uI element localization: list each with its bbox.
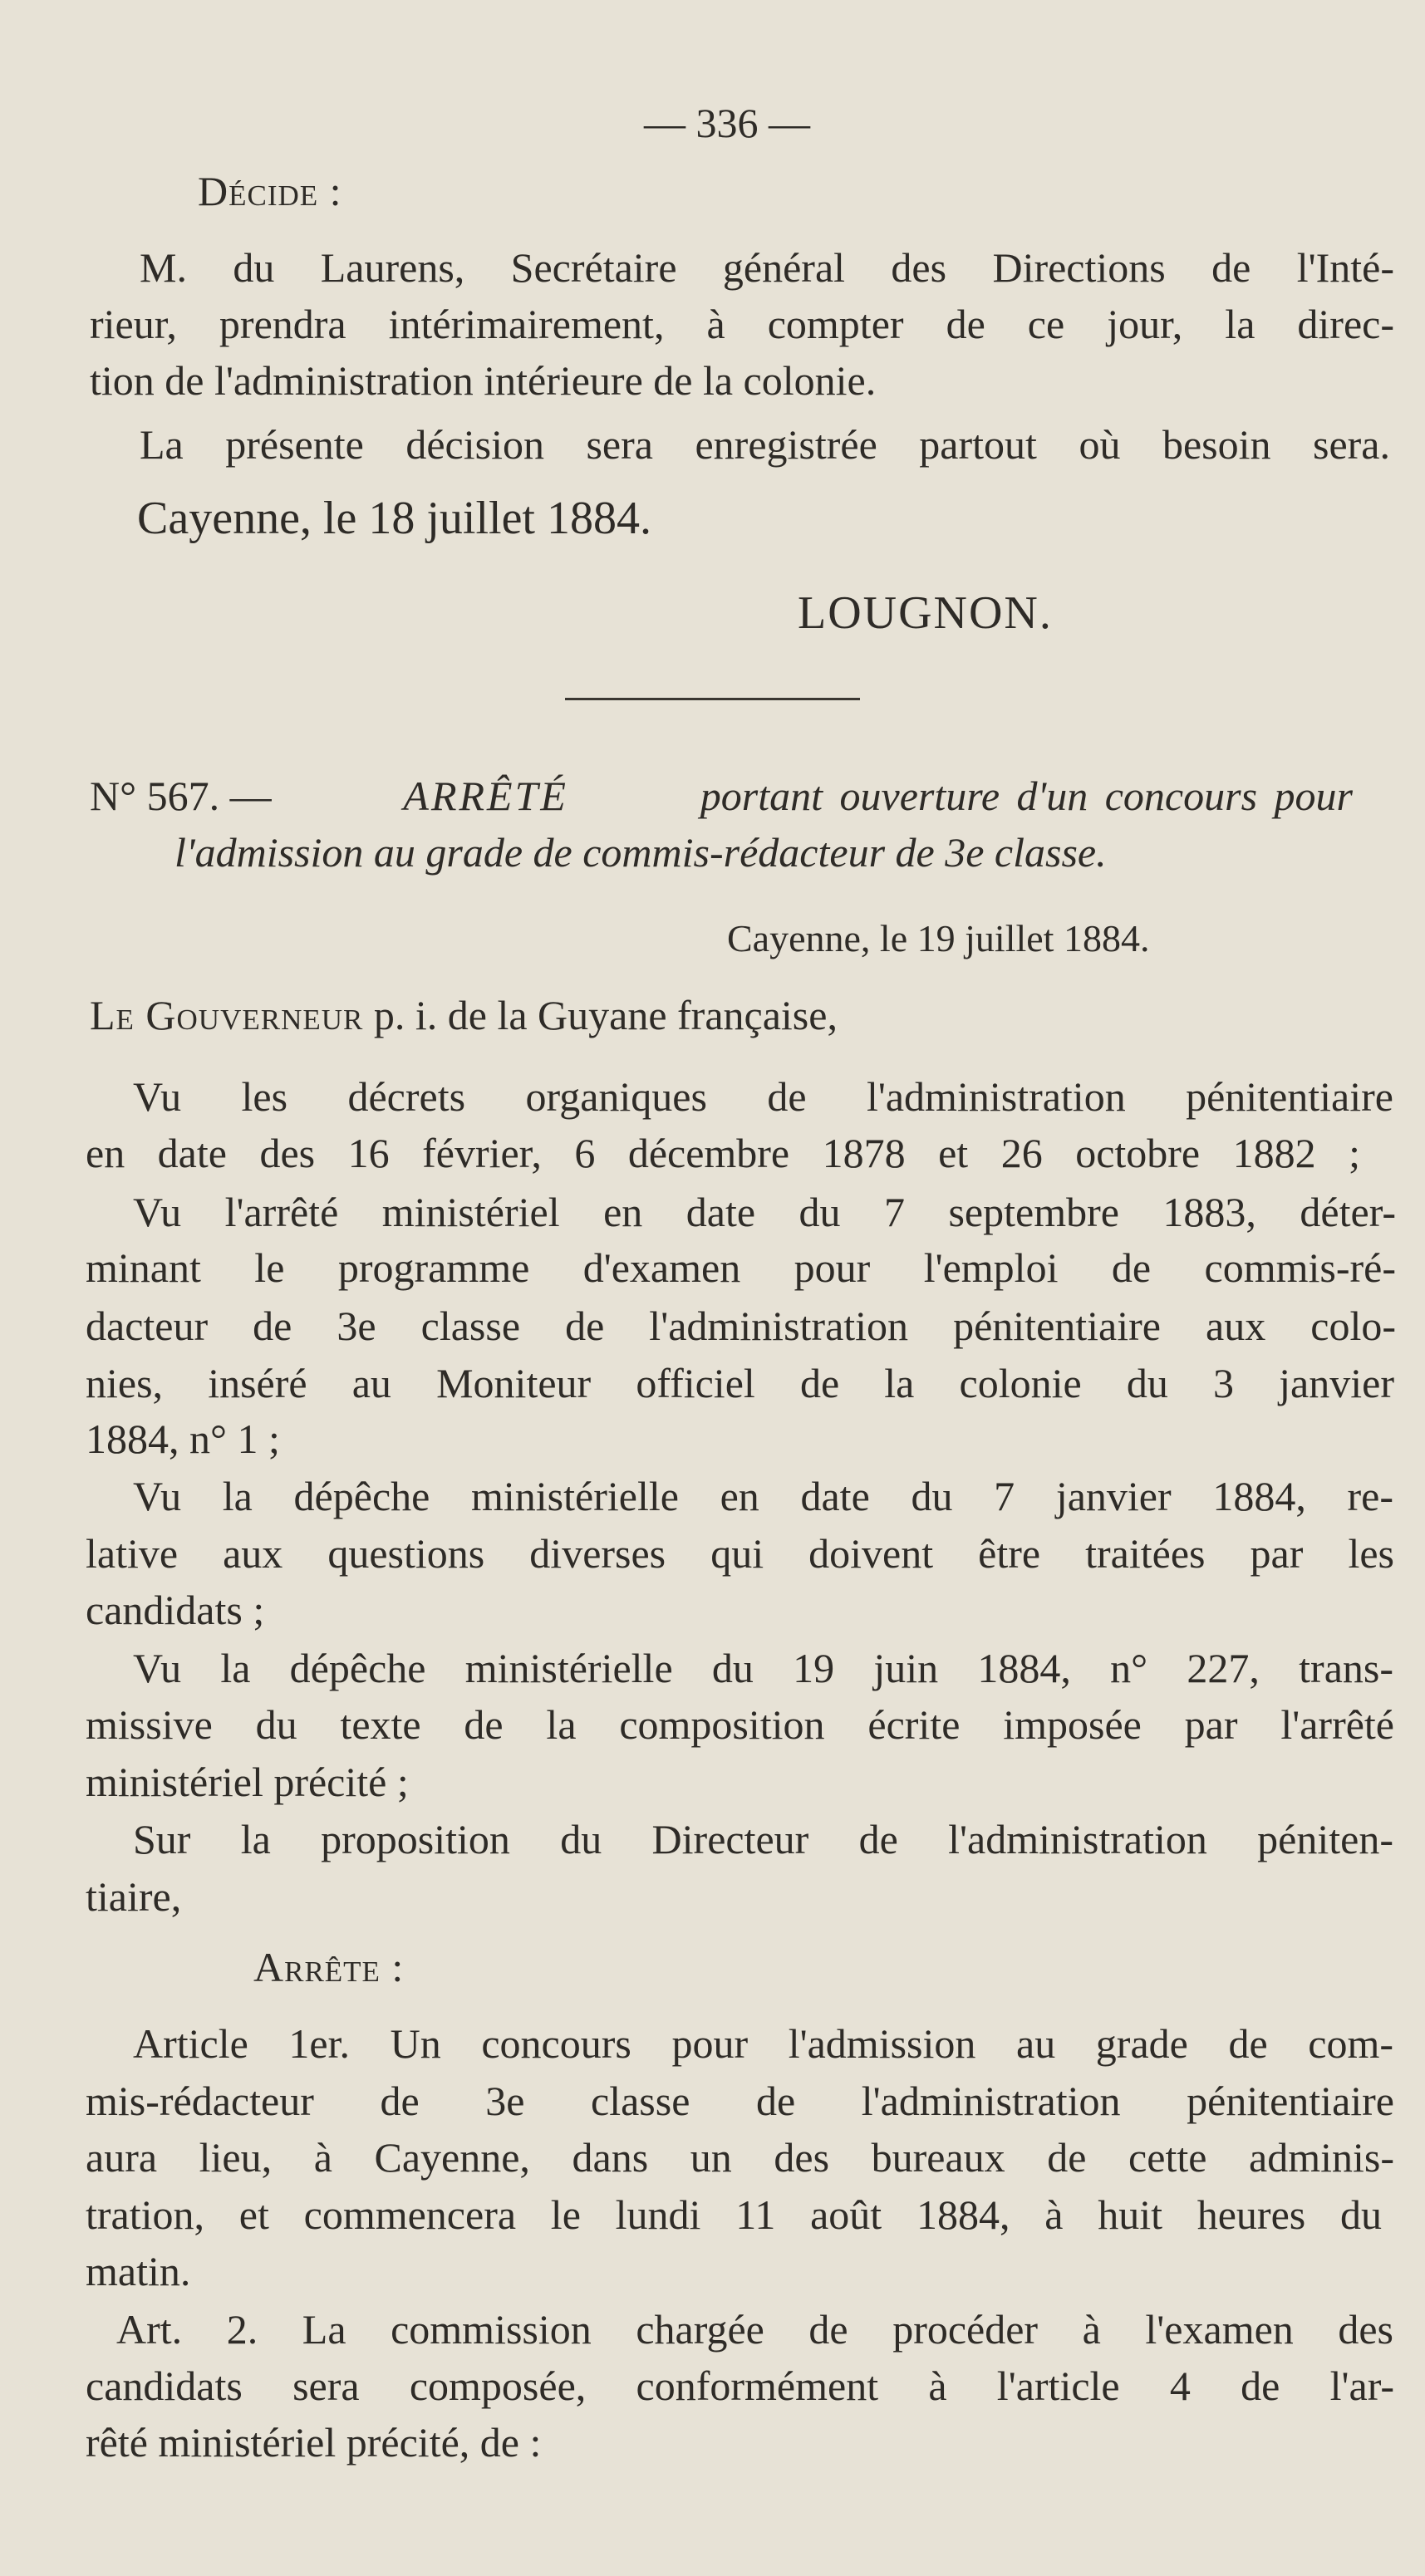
- decide-line-3: tion de l'administration intérieure de la colonie.: [90, 357, 877, 404]
- gouverneur-line: [90, 990, 838, 1040]
- decide-date: Cayenne, le 18 juillet 1884.: [137, 493, 651, 544]
- arrete-title-line-1: [90, 771, 1353, 821]
- arrete-date: Cayenne, le 19 juillet 1884.: [727, 917, 1150, 959]
- decide-line-1: M. du Laurens, Secrétaire général des Directions de l'Inté-: [140, 244, 1394, 291]
- article-line-2: mis-rédacteur de 3e classe de l'administration pénitentiaire: [86, 2078, 1394, 2124]
- decide-line-2: rieur, prendra intérimairement, à compter de ce jour, la direc-: [90, 301, 1394, 347]
- vu-line-1: Vu les décrets organiques de l'administration pénitentiaire: [133, 1073, 1393, 1120]
- arrete-title-line-2: l'admission au grade de commis-rédacteur de 3e classe.: [174, 829, 1107, 876]
- article-line-5: matin.: [86, 2248, 191, 2294]
- decide-line-4: La présente décision sera enregistrée partout où besoin sera.: [140, 421, 1390, 468]
- article-line-6: Art. 2. La commission chargée de procéder à l'examen des: [116, 2306, 1393, 2353]
- gouverneur-label: Le Gouverneur: [90, 992, 364, 1038]
- article-line-4: tration, et commencera le lundi 11 août 1884, à huit heures du: [86, 2191, 1382, 2238]
- vu-line-5: dacteur de 3e classe de l'administration pénitentiaire aux colo-: [86, 1303, 1396, 1349]
- arrete-title-rest: portant ouverture d'un concours pour: [700, 773, 1353, 819]
- vu-line-4: minant le programme d'examen pour l'emploi de commis-ré-: [86, 1244, 1396, 1291]
- signature: LOUGNON.: [798, 587, 1053, 639]
- arrete-heading: Arrête :: [253, 1944, 405, 1990]
- vu-line-13: ministériel précité ;: [86, 1759, 409, 1805]
- vu-line-6: nies, inséré au Moniteur officiel de la colonie du 3 janvier: [86, 1360, 1394, 1406]
- arrete-title-emph: ARRÊTÉ: [403, 773, 568, 819]
- vu-line-2: en date des 16 février, 6 décembre 1878 et 26 octobre 1882 ;: [86, 1130, 1360, 1176]
- vu-line-10: candidats ;: [86, 1587, 265, 1633]
- vu-line-15: tiaire,: [86, 1873, 182, 1920]
- article-line-8: rêté ministériel précité, de :: [86, 2419, 542, 2466]
- article-line-7: candidats sera composée, conformément à l'article 4 de l'ar-: [86, 2363, 1394, 2409]
- vu-line-14: Sur la proposition du Directeur de l'administration péniten-: [133, 1816, 1393, 1862]
- vu-line-3: Vu l'arrêté ministériel en date du 7 septembre 1883, déter-: [133, 1189, 1396, 1235]
- vu-line-9: lative aux questions diverses qui doivent être traitées par les: [86, 1530, 1394, 1577]
- vu-line-7: 1884, n° 1 ;: [86, 1416, 280, 1462]
- article-line-3: aura lieu, à Cayenne, dans un des bureaux de cette adminis-: [86, 2134, 1394, 2181]
- gouverneur-rest: p. i. de la Guyane française,: [373, 992, 838, 1038]
- arrete-number: N° 567. —: [90, 773, 272, 819]
- vu-line-12: missive du texte de la composition écrite imposée par l'arrêté: [86, 1701, 1394, 1748]
- vu-line-11: Vu la dépêche ministérielle du 19 juin 1884, n° 227, trans-: [133, 1645, 1393, 1691]
- vu-line-8: Vu la dépêche ministérielle en date du 7 janvier 1884, re-: [133, 1473, 1393, 1519]
- page-number: — 336 —: [644, 100, 810, 146]
- separator-rule: [565, 698, 860, 700]
- decide-heading: Décide :: [198, 168, 342, 214]
- article-line-1: Article 1er. Un concours pour l'admission au grade de com-: [133, 2020, 1393, 2067]
